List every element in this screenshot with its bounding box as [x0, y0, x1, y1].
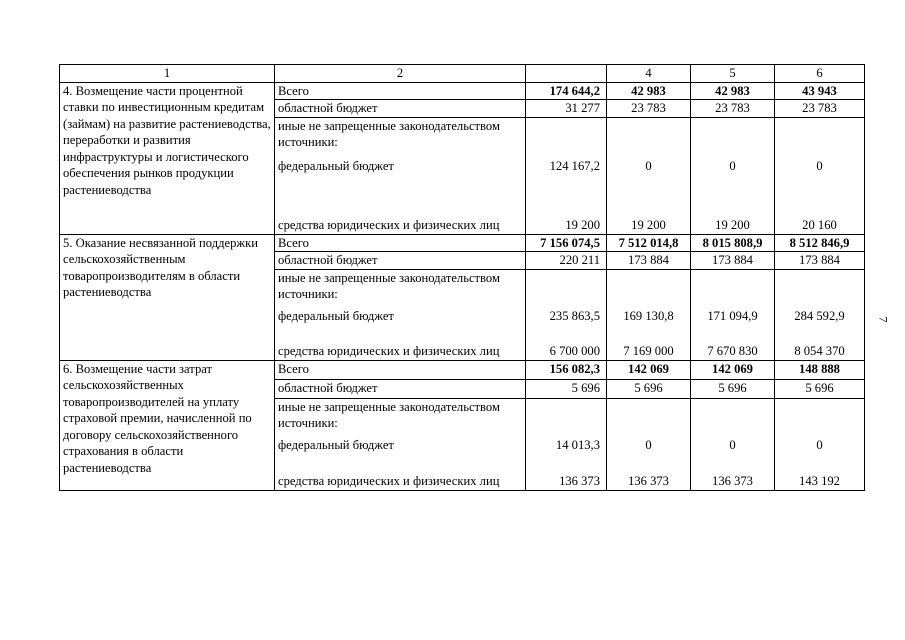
- federal-budget-label: федеральный бюджет: [278, 158, 394, 173]
- section-total-row: [60, 234, 865, 252]
- regional-value: 173 884: [691, 252, 775, 270]
- section-total-row: [60, 82, 865, 100]
- legal-value: 6 700 000: [549, 344, 600, 358]
- federal-value: 0: [729, 437, 736, 452]
- legal-value: 19 200: [631, 218, 666, 232]
- regional-value: 5 696: [775, 379, 865, 398]
- legal-value: 19 200: [565, 218, 600, 232]
- legal-value: 136 373: [712, 474, 753, 488]
- total-value: 156 082,3: [526, 360, 607, 379]
- federal-value: 14 013,3: [555, 437, 600, 452]
- federal-value: 169 130,8: [623, 308, 674, 323]
- regional-value: 31 277: [526, 100, 607, 118]
- regional-label: областной бюджет: [275, 100, 526, 118]
- other-sources-label: иные не запрещенные законодательством источники:: [278, 399, 500, 430]
- legal-entities-label: средства юридических и физических лиц: [278, 474, 500, 488]
- legal-value: 19 200: [715, 218, 750, 232]
- header-cell: 5: [691, 65, 775, 83]
- regional-value: 23 783: [691, 100, 775, 118]
- budget-table: [59, 64, 865, 491]
- legal-value: 143 192: [799, 474, 840, 488]
- total-value: 42 983: [691, 82, 775, 100]
- regional-value: 173 884: [607, 252, 691, 270]
- federal-budget-label: федеральный бюджет: [278, 308, 394, 323]
- page-number: 7: [876, 316, 891, 323]
- header-cell: 6: [775, 65, 865, 83]
- federal-value: 0: [645, 437, 652, 452]
- federal-budget-label: федеральный бюджет: [278, 437, 394, 452]
- header-cell: 2: [275, 65, 526, 83]
- section-total-row: [60, 360, 865, 379]
- federal-value: 0: [729, 158, 736, 173]
- total-value: 42 983: [607, 82, 691, 100]
- total-value: 43 943: [775, 82, 865, 100]
- legal-value: 7 670 830: [707, 344, 758, 358]
- federal-value: 0: [816, 437, 823, 452]
- regional-label: областной бюджет: [275, 379, 526, 398]
- regional-value: 5 696: [607, 379, 691, 398]
- federal-value: 284 592,9: [794, 308, 845, 323]
- header-cell: 1: [60, 65, 275, 83]
- federal-value: 171 094,9: [707, 308, 758, 323]
- legal-value: 136 373: [628, 474, 669, 488]
- total-value: 174 644,2: [526, 82, 607, 100]
- total-value: 148 888: [775, 360, 865, 379]
- legal-value: 8 054 370: [794, 344, 845, 358]
- legal-entities-label: средства юридических и физических лиц: [278, 218, 500, 232]
- total-label: Всего: [275, 234, 526, 252]
- regional-value: 23 783: [607, 100, 691, 118]
- regional-value: 23 783: [775, 100, 865, 118]
- regional-label: областной бюджет: [275, 252, 526, 270]
- header-row: [60, 65, 865, 83]
- header-cell: [526, 65, 607, 83]
- total-value: 142 069: [691, 360, 775, 379]
- federal-value: 0: [816, 158, 823, 173]
- program-name: 6. Возмещение части затрат сельскохозяйственных товаропроизводителей на уплату страховой премии, начисленной по договору сельскохозяйственного страхования в области растениеводства: [60, 360, 275, 490]
- total-value: 142 069: [607, 360, 691, 379]
- other-sources-label: иные не запрещенные законодательством источники:: [278, 270, 500, 301]
- regional-value: 5 696: [691, 379, 775, 398]
- total-label: Всего: [275, 360, 526, 379]
- total-value: 8 015 808,9: [691, 234, 775, 252]
- legal-value: 7 169 000: [623, 344, 674, 358]
- total-value: 8 512 846,9: [775, 234, 865, 252]
- other-sources-label: иные не запрещенные законодательством источники:: [278, 118, 500, 149]
- legal-value: 20 160: [802, 218, 837, 232]
- total-value: 7 156 074,5: [526, 234, 607, 252]
- federal-value: 235 863,5: [549, 308, 600, 323]
- regional-value: 220 211: [526, 252, 607, 270]
- total-label: Всего: [275, 82, 526, 100]
- header-cell: 4: [607, 65, 691, 83]
- federal-value: 0: [645, 158, 652, 173]
- program-name: 4. Возмещение части процентной ставки по инвестиционным кредитам (займам) на развитие растениеводства, переработки и развития инфраструктуры и логистического обеспечения рынков продукции растениеводства: [60, 82, 275, 234]
- federal-value: 124 167,2: [549, 158, 600, 173]
- total-value: 7 512 014,8: [607, 234, 691, 252]
- program-name: 5. Оказание несвязанной поддержки сельскохозяйственным товаропроизводителям в области растениеводства: [60, 234, 275, 360]
- regional-value: 5 696: [526, 379, 607, 398]
- regional-value: 173 884: [775, 252, 865, 270]
- legal-value: 136 373: [559, 474, 600, 488]
- legal-entities-label: средства юридических и физических лиц: [278, 344, 500, 358]
